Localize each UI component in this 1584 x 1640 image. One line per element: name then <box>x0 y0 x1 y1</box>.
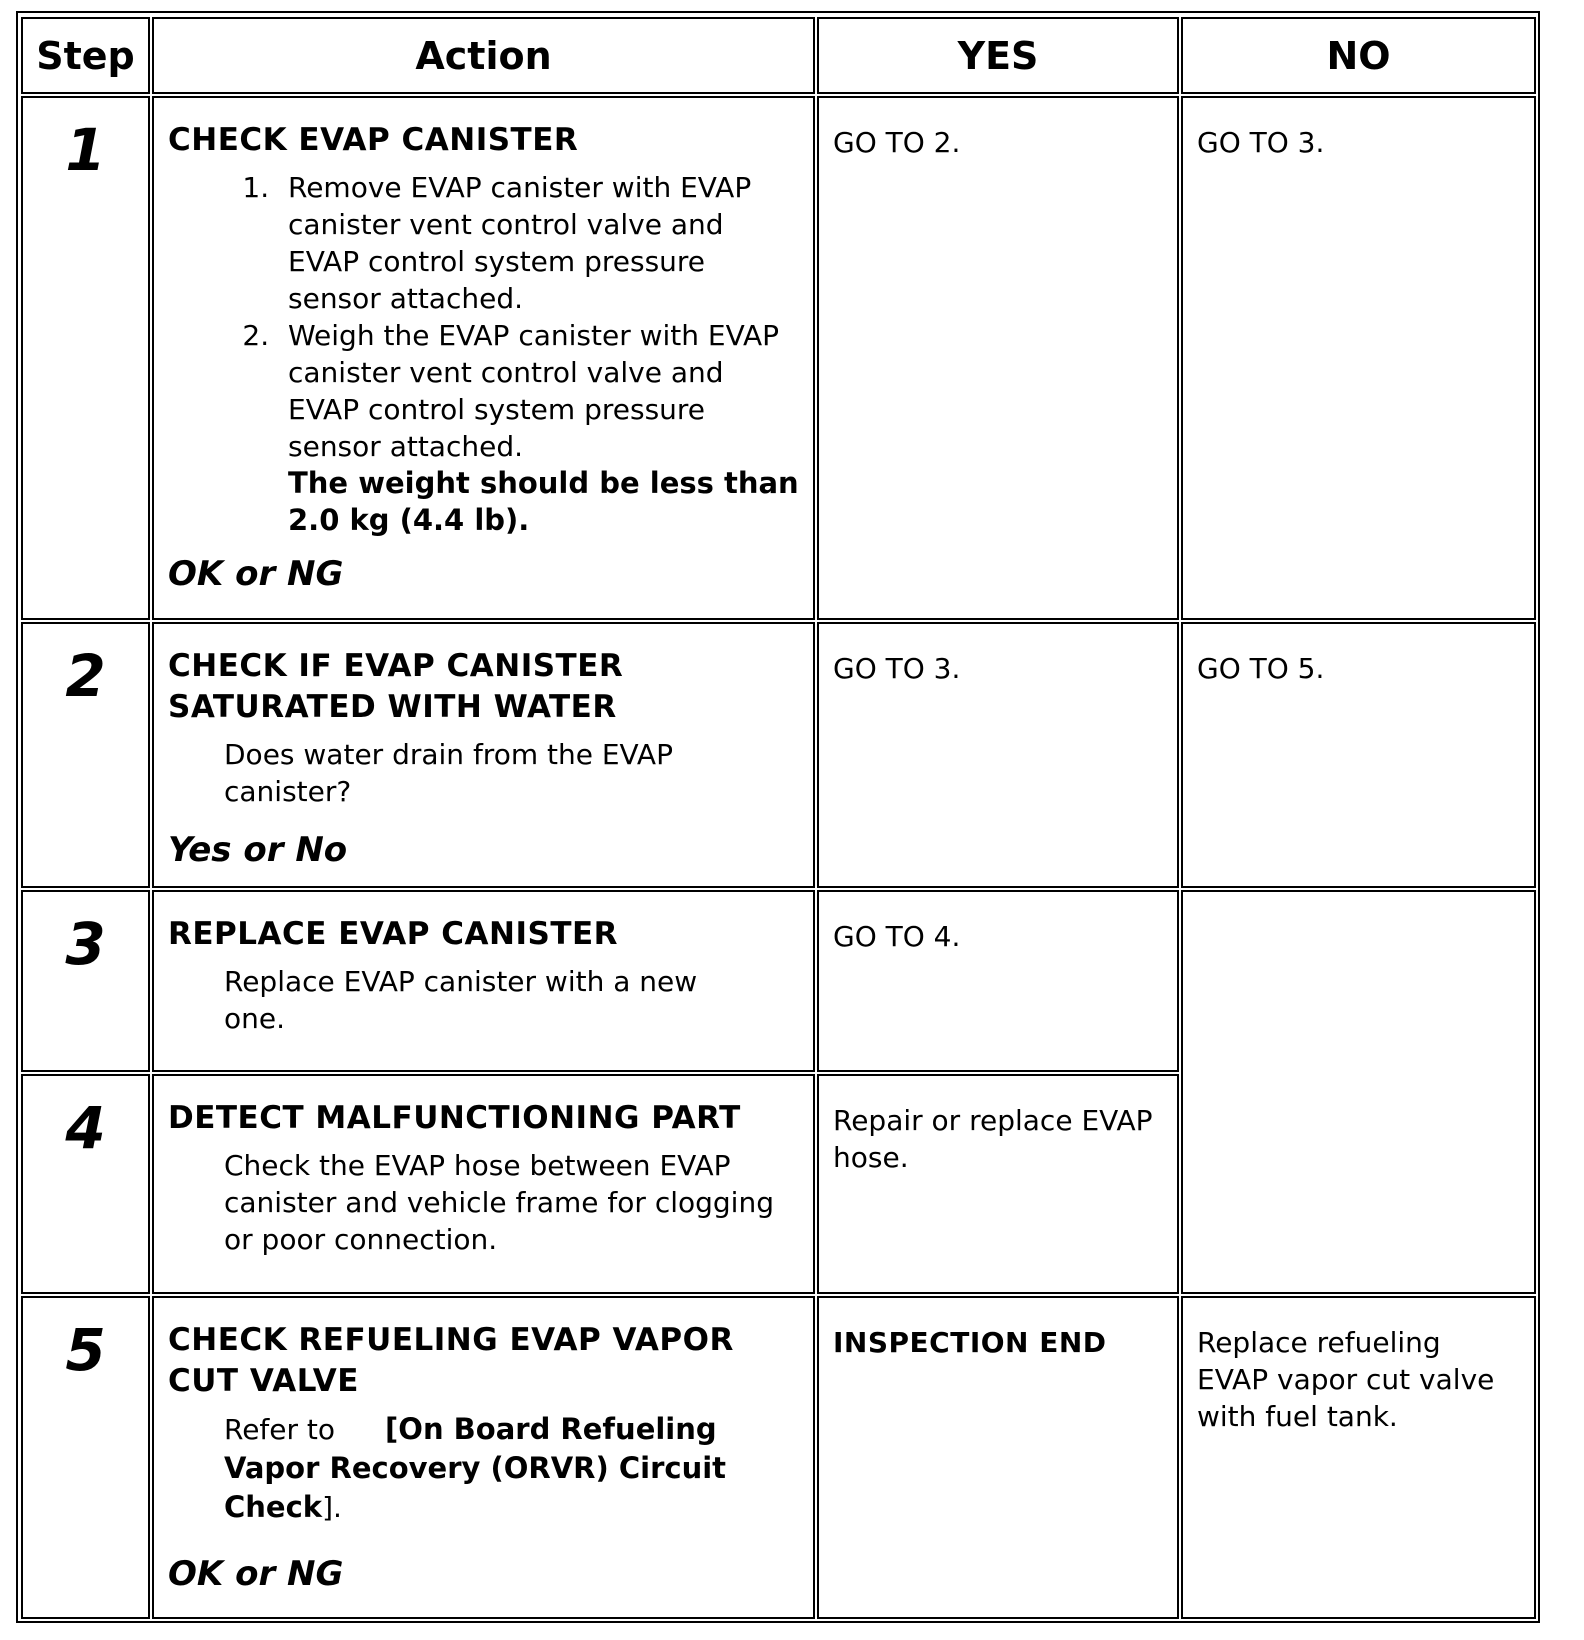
step-number-5: 5 <box>21 1296 150 1619</box>
action-title-3: REPLACE EVAP CANISTER <box>168 916 619 952</box>
step-number-4: 4 <box>21 1074 150 1294</box>
step-number-3: 3 <box>21 890 150 1072</box>
action-steps-1 <box>168 169 799 539</box>
action-title-2: CHECK IF EVAP CANISTER SATURATED WITH WATER <box>168 648 624 725</box>
refer-suffix: ]. <box>322 1491 342 1524</box>
step-number-1: 1 <box>21 96 150 620</box>
action-title-4: DETECT MALFUNCTIONING PART <box>168 1100 741 1136</box>
no-cell-1: GO TO 3. <box>1181 96 1536 620</box>
weight-spec: The weight should be less than 2.0 kg (4.4 lb). <box>288 466 799 537</box>
verdict-1: OK or NG <box>168 554 344 594</box>
action-title-5: CHECK REFUELING EVAP VAPOR CUT VALVE <box>168 1322 734 1399</box>
action-cell-3 <box>152 890 815 1072</box>
action-step-1-2 <box>278 317 799 539</box>
step-number-2: 2 <box>21 622 150 888</box>
action-text-3: Replace EVAP canister with a new one. <box>224 965 698 1035</box>
refer-to-text: Refer to <box>224 1413 336 1446</box>
verdict-2: Yes or No <box>168 830 348 870</box>
header-no: NO <box>1181 17 1536 94</box>
verdict-5: OK or NG <box>168 1554 344 1594</box>
yes-cell-1: GO TO 2. <box>817 96 1179 620</box>
action-text-4: Check the EVAP hose between EVAP canister and vehicle frame for clogging or poor connection. <box>224 1149 774 1256</box>
header-action: Action <box>152 17 815 94</box>
header-yes: YES <box>817 17 1179 94</box>
header-step: Step <box>21 17 150 94</box>
yes-cell-4: Repair or replace EVAP hose. <box>817 1074 1179 1294</box>
no-cell-2: GO TO 5. <box>1181 622 1536 888</box>
action-text-2: Does water drain from the EVAP canister? <box>224 738 673 808</box>
action-step-1-2-text: Weigh the EVAP canister with EVAP canister vent control valve and EVAP control system pressure sensor attached. <box>288 319 779 463</box>
yes-cell-3: GO TO 4. <box>817 890 1179 1072</box>
inspection-end: INSPECTION END <box>833 1326 1107 1359</box>
yes-cell-5 <box>817 1296 1179 1619</box>
no-cell-5: Replace refueling EVAP vapor cut valve with fuel tank. <box>1181 1296 1536 1619</box>
action-cell-2 <box>152 622 815 888</box>
orvr-circuit-check-link[interactable]: [On Board Refueling Vapor Recovery (ORVR) Circuit Check <box>224 1412 727 1524</box>
action-cell-1 <box>152 96 815 620</box>
action-cell-4 <box>152 1074 815 1294</box>
yes-cell-2: GO TO 3. <box>817 622 1179 888</box>
action-title-1: CHECK EVAP CANISTER <box>168 122 579 158</box>
action-cell-5 <box>152 1296 815 1619</box>
no-cell-3-4 <box>1181 890 1536 1294</box>
action-text-5 <box>168 1410 784 1527</box>
action-step-1-1: 1. Remove EVAP canister with EVAP canister vent control valve and EVAP control system pressure sensor attached. <box>278 169 799 317</box>
